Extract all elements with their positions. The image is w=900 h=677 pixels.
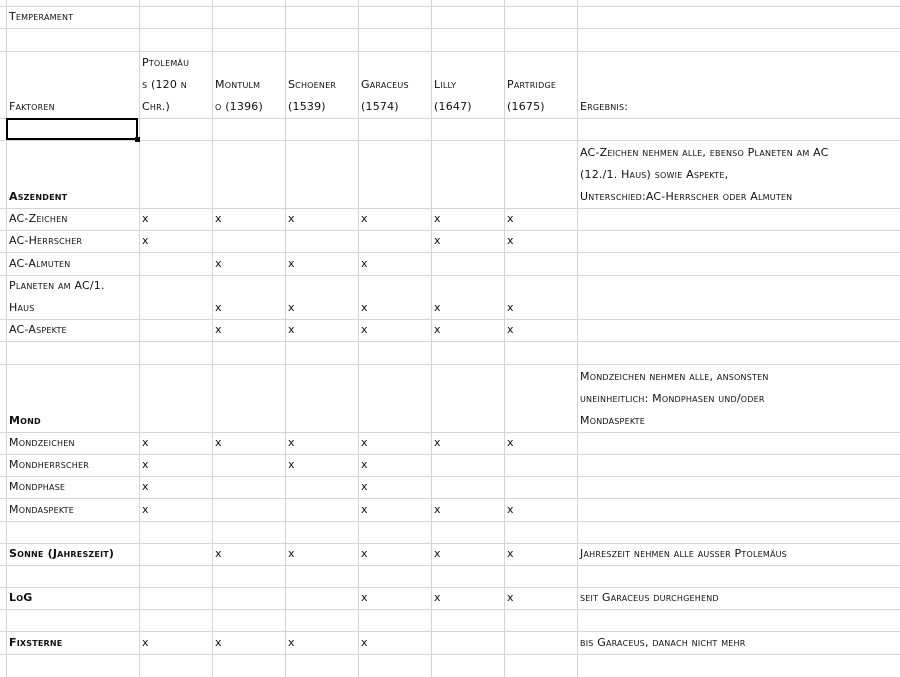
mark-cell-text: x — [361, 257, 368, 270]
factor-label-cell-text: AC-Almuten — [9, 257, 71, 270]
mark-cell[interactable] — [285, 252, 358, 275]
section-title-cell-text: Mond — [9, 414, 41, 427]
row-gridline — [0, 565, 900, 566]
mark-cell-text: x — [288, 436, 295, 449]
mark-cell-text: x — [361, 323, 368, 336]
mark-cell-text: x — [434, 323, 441, 336]
mark-cell[interactable] — [139, 587, 212, 609]
mark-cell-text: x — [434, 591, 441, 604]
mark-cell[interactable] — [431, 432, 504, 454]
row-gridline — [0, 341, 900, 342]
mark-cell-text: x — [142, 234, 149, 247]
section-title-cell-text: Sonne (Jahreszeit) — [9, 547, 115, 560]
section-title-cell[interactable] — [6, 364, 139, 432]
mark-cell[interactable] — [212, 498, 285, 521]
mark-cell-text: x — [142, 636, 149, 649]
mark-cell-text: x — [142, 436, 149, 449]
section-result-cell-text: Mondzeichen nehmen alle, ansonsten — [580, 370, 769, 383]
header-factors-cell[interactable] — [6, 51, 139, 118]
mark-cell-text: x — [507, 212, 514, 225]
row-gridline — [0, 654, 900, 655]
factor-label-cell[interactable] — [6, 476, 139, 498]
mark-cell[interactable] — [285, 275, 358, 319]
mark-cell[interactable] — [431, 319, 504, 341]
factor-label-cell-text: Mondaspekte — [9, 503, 74, 516]
mark-cell[interactable] — [504, 252, 577, 275]
row-gridline — [0, 28, 900, 29]
mark-cell-text: x — [361, 212, 368, 225]
mark-cell[interactable] — [212, 208, 285, 230]
mark-cell[interactable] — [431, 498, 504, 521]
header-result-cell[interactable] — [577, 51, 900, 118]
section-title-cell[interactable] — [6, 631, 139, 654]
mark-cell-text: x — [361, 301, 368, 314]
mark-cell[interactable] — [431, 543, 504, 565]
mark-cell-text: x — [215, 301, 222, 314]
mark-cell[interactable] — [358, 476, 431, 498]
mark-cell-text: x — [507, 503, 514, 516]
header-author-cell[interactable] — [285, 51, 358, 118]
mark-cell[interactable] — [139, 454, 212, 476]
mark-cell[interactable] — [504, 543, 577, 565]
mark-cell-text: x — [288, 547, 295, 560]
mark-cell-text: x — [215, 547, 222, 560]
mark-cell-text: x — [361, 436, 368, 449]
mark-cell[interactable] — [431, 275, 504, 319]
mark-cell[interactable] — [504, 275, 577, 319]
mark-cell[interactable] — [358, 208, 431, 230]
factor-label-cell-text: Haus — [9, 301, 35, 314]
mark-cell[interactable] — [358, 252, 431, 275]
mark-cell[interactable] — [212, 230, 285, 252]
section-result-cell-text: Mondaspekte — [580, 414, 645, 427]
mark-cell[interactable] — [358, 275, 431, 319]
mark-cell-text: x — [434, 503, 441, 516]
factor-label-cell-text: AC-Herrscher — [9, 234, 83, 247]
sheet-title-cell[interactable] — [6, 6, 139, 28]
mark-cell-text: x — [288, 458, 295, 471]
section-result-cell-text: Unterschied:AC-Herrscher oder Almuten — [580, 190, 793, 203]
mark-cell-text: x — [215, 257, 222, 270]
mark-cell[interactable] — [358, 498, 431, 521]
section-title-cell-text: Aszendent — [9, 190, 68, 203]
section-result-cell[interactable] — [577, 364, 900, 432]
section-result-cell[interactable] — [577, 140, 900, 208]
mark-cell[interactable] — [431, 252, 504, 275]
header-author-cell-text: (1647) — [434, 100, 472, 113]
section-title-cell[interactable] — [6, 140, 139, 208]
mark-cell-text: x — [215, 212, 222, 225]
mark-cell-text: x — [434, 234, 441, 247]
header-author-cell-text: Montulm — [215, 78, 261, 91]
header-author-cell-text: Ptolemäu — [142, 56, 190, 69]
mark-cell[interactable] — [212, 275, 285, 319]
mark-cell[interactable] — [504, 498, 577, 521]
mark-cell[interactable] — [212, 476, 285, 498]
mark-cell[interactable] — [139, 208, 212, 230]
mark-cell[interactable] — [139, 319, 212, 341]
mark-cell[interactable] — [358, 319, 431, 341]
mark-cell[interactable] — [358, 543, 431, 565]
section-result-cell[interactable] — [577, 587, 900, 609]
header-author-cell-text: (1539) — [288, 100, 326, 113]
mark-cell[interactable] — [139, 230, 212, 252]
factor-label-cell[interactable] — [6, 498, 139, 521]
mark-cell[interactable] — [431, 454, 504, 476]
mark-cell-text: x — [507, 234, 514, 247]
mark-cell-text: x — [215, 323, 222, 336]
mark-cell[interactable] — [212, 454, 285, 476]
section-result-cell-text: seit Garaceus durchgehend — [580, 591, 719, 604]
factor-label-cell-text: AC-Zeichen — [9, 212, 68, 225]
mark-cell[interactable] — [212, 432, 285, 454]
section-result-cell[interactable] — [577, 543, 900, 565]
header-author-cell-text: Garaceus — [361, 78, 409, 91]
mark-cell[interactable] — [285, 319, 358, 341]
header-author-cell[interactable] — [431, 51, 504, 118]
header-author-cell[interactable] — [358, 51, 431, 118]
factor-label-cell-text: Planeten am AC/1. — [9, 279, 105, 292]
factor-label-cell-text: Mondzeichen — [9, 436, 75, 449]
mark-cell[interactable] — [139, 498, 212, 521]
sheet-title-cell-text: Temperament — [9, 10, 74, 23]
factor-label-cell-text: AC-Aspekte — [9, 323, 67, 336]
mark-cell-text: x — [142, 458, 149, 471]
header-author-cell-text: o (1396) — [215, 100, 263, 113]
section-result-cell-text: (12./1. Haus) sowie Aspekte, — [580, 168, 729, 181]
selected-cell[interactable] — [6, 118, 138, 140]
mark-cell[interactable] — [504, 454, 577, 476]
mark-cell[interactable] — [285, 498, 358, 521]
mark-cell[interactable] — [431, 587, 504, 609]
header-factors-cell-text: Faktoren — [9, 100, 55, 113]
section-title-cell-text: LoG — [9, 591, 33, 604]
header-author-cell-text: Lilly — [434, 78, 457, 91]
mark-cell[interactable] — [285, 476, 358, 498]
header-author-cell-text: s (120 n — [142, 78, 187, 91]
factor-label-cell-text: Mondphase — [9, 480, 66, 493]
mark-cell[interactable] — [139, 476, 212, 498]
header-author-cell[interactable] — [139, 51, 212, 118]
mark-cell[interactable] — [212, 631, 285, 654]
header-author-cell-text: Chr.) — [142, 100, 171, 113]
mark-cell[interactable] — [504, 432, 577, 454]
mark-cell-text: x — [507, 323, 514, 336]
mark-cell-text: x — [142, 480, 149, 493]
mark-cell[interactable] — [285, 208, 358, 230]
mark-cell[interactable] — [358, 454, 431, 476]
mark-cell-text: x — [507, 301, 514, 314]
mark-cell-text: x — [142, 503, 149, 516]
mark-cell[interactable] — [285, 631, 358, 654]
mark-cell[interactable] — [139, 543, 212, 565]
mark-cell[interactable] — [358, 587, 431, 609]
mark-cell[interactable] — [431, 208, 504, 230]
header-author-cell[interactable] — [504, 51, 577, 118]
mark-cell-text: x — [434, 547, 441, 560]
mark-cell-text: x — [288, 257, 295, 270]
section-title-cell[interactable] — [6, 587, 139, 609]
mark-cell-text: x — [215, 636, 222, 649]
mark-cell-text: x — [361, 480, 368, 493]
mark-cell[interactable] — [504, 476, 577, 498]
section-result-cell-text: bis Garaceus, danach nicht mehr — [580, 636, 746, 649]
mark-cell-text: x — [434, 301, 441, 314]
header-author-cell[interactable] — [212, 51, 285, 118]
mark-cell-text: x — [288, 323, 295, 336]
mark-cell-text: x — [361, 503, 368, 516]
header-author-cell-text: (1675) — [507, 100, 545, 113]
factor-label-cell[interactable] — [6, 319, 139, 341]
mark-cell-text: x — [507, 547, 514, 560]
mark-cell[interactable] — [504, 230, 577, 252]
header-author-cell-text: (1574) — [361, 100, 399, 113]
mark-cell[interactable] — [212, 587, 285, 609]
section-result-cell-text: Jahreszeit nehmen alle außer Ptolemäus — [580, 547, 787, 560]
mark-cell-text: x — [215, 436, 222, 449]
factor-label-cell[interactable] — [6, 208, 139, 230]
mark-cell-text: x — [288, 301, 295, 314]
factor-label-cell[interactable] — [6, 432, 139, 454]
mark-cell-text: x — [142, 212, 149, 225]
section-title-cell-text: Fixsterne — [9, 636, 63, 649]
mark-cell-text: x — [361, 458, 368, 471]
mark-cell[interactable] — [285, 543, 358, 565]
mark-cell-text: x — [361, 636, 368, 649]
factor-label-cell[interactable] — [6, 252, 139, 275]
mark-cell[interactable] — [212, 543, 285, 565]
mark-cell[interactable] — [431, 230, 504, 252]
row-gridline — [0, 609, 900, 610]
section-result-cell-text: AC-Zeichen nehmen alle, ebenso Planeten am AC — [580, 146, 829, 159]
mark-cell[interactable] — [212, 319, 285, 341]
header-author-cell-text: Schoener — [288, 78, 337, 91]
mark-cell-text: x — [434, 212, 441, 225]
mark-cell[interactable] — [504, 208, 577, 230]
mark-cell-text: x — [288, 212, 295, 225]
mark-cell[interactable] — [285, 230, 358, 252]
header-author-cell-text: Partridge — [507, 78, 557, 91]
mark-cell[interactable] — [431, 476, 504, 498]
mark-cell[interactable] — [358, 631, 431, 654]
mark-cell-text: x — [361, 591, 368, 604]
mark-cell-text: x — [288, 636, 295, 649]
mark-cell[interactable] — [504, 587, 577, 609]
section-result-cell[interactable] — [577, 631, 900, 654]
mark-cell[interactable] — [139, 432, 212, 454]
mark-cell[interactable] — [285, 454, 358, 476]
mark-cell[interactable] — [285, 432, 358, 454]
mark-cell-text: x — [507, 436, 514, 449]
mark-cell-text: x — [434, 436, 441, 449]
row-gridline — [0, 521, 900, 522]
mark-cell[interactable] — [212, 252, 285, 275]
mark-cell[interactable] — [139, 631, 212, 654]
mark-cell[interactable] — [285, 587, 358, 609]
mark-cell[interactable] — [139, 275, 212, 319]
factor-label-cell-text: Mondherrscher — [9, 458, 90, 471]
mark-cell[interactable] — [358, 432, 431, 454]
section-result-cell-text: uneinheitlich: Mondphasen und/oder — [580, 392, 765, 405]
section-title-cell[interactable] — [6, 543, 139, 565]
mark-cell[interactable] — [358, 230, 431, 252]
header-result-cell-text: Ergebnis: — [580, 100, 629, 113]
mark-cell-text: x — [361, 547, 368, 560]
mark-cell[interactable] — [504, 319, 577, 341]
mark-cell[interactable] — [139, 252, 212, 275]
mark-cell-text: x — [507, 591, 514, 604]
mark-cell[interactable] — [504, 631, 577, 654]
mark-cell[interactable] — [431, 631, 504, 654]
factor-label-cell[interactable] — [6, 230, 139, 252]
factor-label-cell[interactable] — [6, 275, 139, 319]
factor-label-cell[interactable] — [6, 454, 139, 476]
fill-handle[interactable] — [135, 137, 140, 142]
